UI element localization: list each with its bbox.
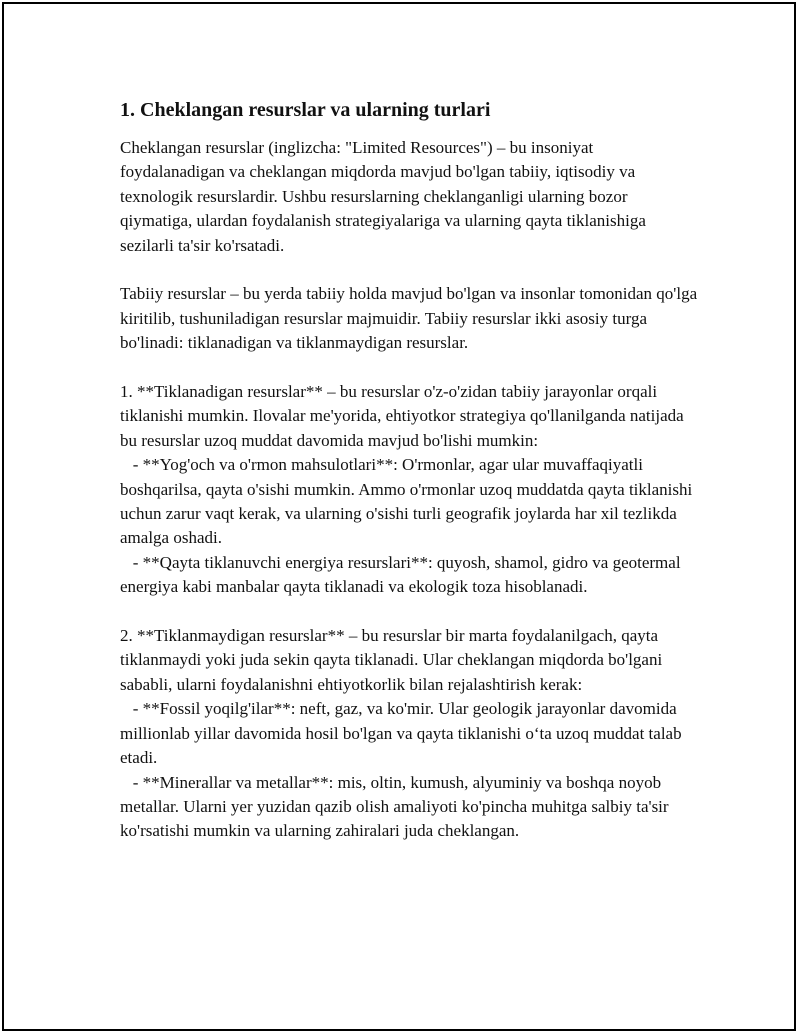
paragraph-gap <box>120 356 700 380</box>
intro-paragraph: Cheklangan resurslar (inglizcha: "Limited Resources") – bu insoniyat foydalanadigan va cheklangan miqdorda mavjud bo'lgan tabiiy, iqtisodiy va texnologik resurslardir. Ushbu resurslarning cheklanganligi ularning bozor qiymatiga, ulardan foydalanish strategiyalariga va ularning qayta tiklanishiga sezilarli ta'sir ko'rsatadi. <box>120 138 651 255</box>
renewable-heading: 1. **Tiklanadigan resurslar** – bu resurslar o'z-o'zidan tabiiy jarayonlar orqali tiklanishi mumkin. Ilovalar me'yorida, ehtiyotkor strategiya qo'llanilganda natijada bu resurslar uzoq muddat davomida mavjud bo'lishi mumkin: <box>120 382 688 450</box>
page-title: 1. Cheklangan resurslar va ularning turlari <box>120 99 491 121</box>
nonrenewable-item-minerals: - **Minerallar va metallar**: mis, oltin, kumush, alyuminiy va boshqa noyob metallar. Ularni yer yuzidan qazib olish amaliyoti ko'pincha muhitga salbiy ta'sir ko'rsatishi mumkin va ularning zahiralari juda cheklangan. <box>120 772 673 841</box>
natural-resources-paragraph: Tabiiy resurslar – bu yerda tabiiy holda mavjud bo'lgan va insonlar tomonidan qo'lga kiritilib, tushuniladigan resurslar majmuidir. Tabiiy resurslar ikki asosiy turga bo'linadi: tiklanadigan va tiklanmaydigan resurslar. <box>120 284 702 353</box>
document-page <box>2 2 796 1031</box>
document-body <box>120 96 700 844</box>
nonrenewable-item-fossil: - **Fossil yoqilg'ilar**: neft, gaz, va ko'mir. Ular geologik jarayonlar davomida millionlab yillar davomida hosil bo'lgan va qayta tiklanishi o‘ta uzoq muddat talab etadi. <box>120 699 686 768</box>
paragraph-gap <box>120 600 700 624</box>
paragraph-gap <box>120 258 700 282</box>
nonrenewable-heading: 2. **Tiklanmaydigan resurslar** – bu resurslar bir marta foydalanilgach, qayta tiklanmaydi yoki juda sekin qayta tiklanadi. Ular cheklangan miqdorda bo'lgani sababli, ularni foydalanishni ehtiyotkorlik bilan rejalashtirish kerak: <box>120 626 667 694</box>
renewable-item-energy: - **Qayta tiklanuvchi energiya resurslari**: quyosh, shamol, gidro va geotermal energiya kabi manbalar qayta tiklanadi va ekologik toza hisoblanadi. <box>120 552 685 597</box>
renewable-item-wood: - **Yog'och va o'rmon mahsulotlari**: O'rmonlar, agar ular muvaffaqiyatli boshqarilsa, qayta o'sishi mumkin. Ammo o'rmonlar uzoq muddatda qayta tiklanishi uchun zarur vaqt kerak, va ularning o'sishi turli geografik joylarda har xil tezlikda amalga oshadi. <box>120 455 697 548</box>
